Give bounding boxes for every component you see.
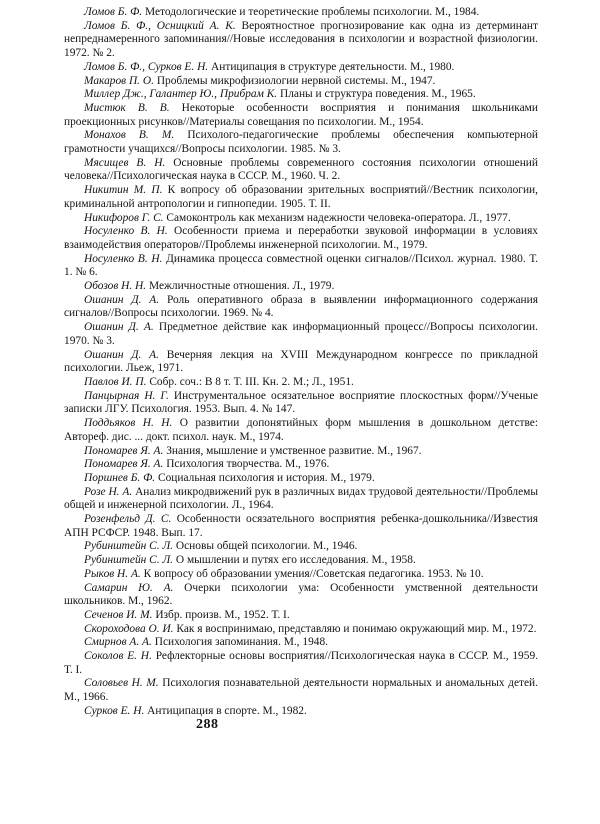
reference-text: Психолого-педагогические проблемы обеспечения компьютерной грамотности учащихся//Вопросы психологии. 1985. № 3. [64,129,538,156]
reference-entry [64,650,538,677]
reference-text: Методологические и теоретические проблемы психологии. М., 1984. [145,6,480,18]
reference-text: Инструментальное осязательное восприятие плоскостных форм//Ученые записки ЛГУ. Психология. 1953. Вып. 4. № 147. [64,389,538,416]
reference-entry [64,513,538,540]
reference-entry [64,225,538,252]
reference-entry [64,486,538,513]
reference-author: Обозов Н. Н. [84,280,147,293]
reference-text: Основные проблемы современного состояния психологии отношений человека//Психологическая наука в СССР. М., 1960. Ч. 2. [64,156,538,183]
reference-author: Никифоров Г. С. [84,211,164,224]
reference-author: Ломов Б. Ф., Сурков Е. Н. [84,60,209,73]
reference-author: Носуленко В. Н. [84,252,163,265]
reference-author: Никитин М. П. [84,184,163,197]
reference-entry [64,445,538,459]
reference-entry [64,390,538,417]
reference-entry [64,280,538,294]
reference-entry [64,253,538,280]
reference-author: Макаров П. О. [84,74,154,87]
reference-text: Предметное действие как информационный процесс//Вопросы психологии. 1970. № 3. [64,321,538,347]
reference-text: О мышлении и путях его исследования. М., 1958. [175,554,416,567]
reference-entry [64,349,538,376]
reference-entry [64,458,538,472]
reference-entry [64,472,538,486]
reference-author: Мясищев В. Н. [84,156,166,169]
reference-entry [64,88,538,102]
reference-text: Основы общей психологии. М., 1946. [175,540,358,553]
reference-text: Некоторые особенности восприятия и понимания школьниками проекционных рисунков//Материалы совещания по психологии. М., 1954. [64,101,538,128]
reference-text: К вопросу об образовании умения//Советская педагогика. 1953. № 10. [143,567,484,580]
reference-entry [64,129,538,156]
reference-author: Смирнов А. А. [84,636,152,649]
reference-entry [64,6,538,20]
reference-entry [64,540,538,554]
reference-author: Поддьяков Н. Н. [84,417,173,430]
reference-entry [64,102,538,129]
reference-author: Соловьев Н. М. [84,677,159,690]
reference-author: Ошанин Д. А. [84,293,160,306]
reference-text: Социальная психология и история. М., 1979. [158,471,375,484]
reference-entry [64,705,538,719]
reference-entry [64,582,538,609]
reference-text: Собр. соч.: В 8 т. Т. III. Кн. 2. М.; Л., 1951. [149,375,354,388]
reference-text: Особенности приема и переработки звуковой информации в условиях взаимодействия операторов//Проблемы инженерной психологии. М., 1979. [64,225,539,251]
reference-text: Динамика процесса совместной оценки сигналов//Психол. журнал. 1980. Т. 1. № 6. [64,252,539,279]
reference-author: Рубинштейн С. Л. [84,554,174,567]
reference-author: Панцырная Н. Г. [84,389,169,402]
reference-author: Носуленко В. Н. [84,225,168,238]
reference-text: О развитии допонятийных форм мышления в дошкольном детстве: Автореф. дис. ... докт. психол. наук. М., 1974. [64,417,539,443]
reference-author: Пономарев Я. А. [84,444,164,457]
reference-text: Знания, мышление и умственное развитие. М., 1967. [166,444,422,457]
reference-author: Павлов И. П. [84,375,147,388]
reference-text: Очерки психологии ума: Особенности умственной деятельности школьников. М., 1962. [64,581,538,608]
reference-author: Миллер Дж., Галантер Ю., Прибрам К. [84,88,278,101]
bibliography-list [64,6,538,719]
reference-text: Психология познавательной деятельности нормальных и аномальных детей. М., 1966. [64,677,538,704]
reference-entry [64,157,538,184]
reference-entry [64,212,538,226]
reference-entry [64,623,538,637]
reference-entry [64,417,538,444]
reference-text: Психология запоминания. М., 1948. [154,636,328,649]
reference-entry [64,609,538,623]
reference-author: Розенфельд Д. С. [84,513,172,526]
reference-entry [64,636,538,650]
reference-text: Проблемы микрофизиологии нервной системы. М., 1947. [156,74,436,87]
reference-text: Рефлекторные основы восприятия//Психологическая наука в СССР. М., 1959. Т. I. [64,650,538,676]
reference-text: К вопросу об образовании зрительных восприятий//Вестник психологии, криминальной антропологии и гипнопедии. 1905. Т. II. [64,184,538,210]
reference-author: Монахов В. М. [84,129,175,142]
reference-author: Сурков Е. Н. [84,704,145,717]
reference-entry [64,321,538,348]
reference-entry [64,554,538,568]
reference-text: Роль оперативного образа в выявлении информационного содержания сигналов//Вопросы психологии. 1969. № 4. [64,293,538,320]
reference-text: Анализ микродвижений рук в различных видах трудовой деятельности//Проблемы общей и инженерной психологии. Л., 1964. [64,485,538,512]
reference-text: Планы и структура поведения. М., 1965. [279,88,476,101]
reference-author: Ошанин Д. А. [84,321,154,334]
reference-entry [64,20,538,61]
reference-text: Антиципация в спорте. М., 1982. [147,704,307,717]
reference-author: Пономарев Я. А. [84,458,164,471]
reference-entry [64,568,538,582]
reference-author: Ошанин Д. А. [84,348,159,361]
reference-entry [64,376,538,390]
reference-text: Самоконтроль как механизм надежности человека-оператора. Л., 1977. [166,211,511,224]
reference-author: Ломов Б. Ф. [84,6,143,18]
reference-author: Рубинштейн С. Л. [84,540,174,553]
reference-entry [64,75,538,89]
reference-author: Скороходова О. И. [84,622,174,635]
reference-text: Особенности осязательного восприятия ребенка-дошкольника//Известия АПН РСФСР. 1948. Вып. 17. [64,513,538,539]
reference-text: Вероятностное прогнозирование как одна из детерминант непреднамеренного запоминания//Новые исследования в психологии и возрастной физиологии. 1972. № 2. [64,19,538,60]
reference-text: Как я воспринимаю, представляю и понимаю окружающий мир. М., 1972. [176,622,537,635]
reference-entry [64,677,538,704]
reference-text: Вечерняя лекция на XVIII Международном конгрессе по прикладной психологии. Льеж, 1971. [64,348,538,375]
reference-author: Соколов Е. Н. [84,650,152,663]
page-number: 288 [196,717,219,732]
reference-text: Антиципация в структуре деятельности. М., 1980. [211,60,455,73]
reference-entry [64,61,538,75]
reference-author: Поршнев Б. Ф. [84,471,156,484]
reference-author: Мистюк В. В. [84,101,170,114]
reference-text: Межличностные отношения. Л., 1979. [149,280,335,293]
reference-entry [64,184,538,211]
reference-author: Самарин Ю. А. [84,581,174,594]
reference-author: Сеченов И. М. [84,608,153,621]
reference-text: Психология творчества. М., 1976. [166,458,330,471]
reference-author: Розе Н. А. [84,485,133,498]
reference-entry [64,294,538,321]
reference-author: Рыков Н. А. [84,567,141,580]
reference-text: Избр. произв. М., 1952. Т. I. [155,608,290,621]
reference-author: Ломов Б. Ф., Осницкий А. К. [84,19,236,32]
